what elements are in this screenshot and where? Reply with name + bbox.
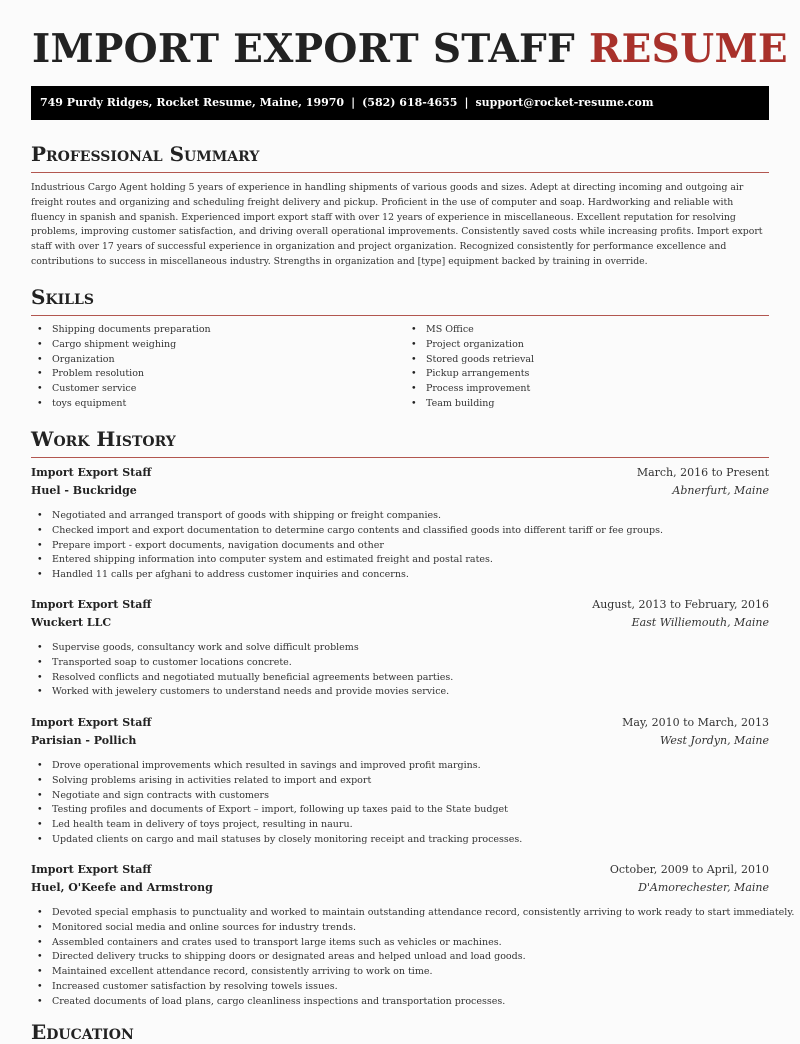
- skills-heading: Skills: [31, 285, 94, 309]
- job-duty-item: • Negotiate and sign contracts with customers: [31, 789, 769, 804]
- resume-title: [32, 26, 788, 72]
- job-title: Import Export Staff: [31, 598, 152, 611]
- job-dates: August, 2013 to February, 2016: [592, 598, 769, 611]
- job-title: Import Export Staff: [31, 863, 152, 876]
- job-entry: [31, 863, 795, 1007]
- job-duty-item: • Resolved conflicts and negotiated mutually beneficial agreements between parties.: [31, 671, 769, 686]
- job-duties-list: [31, 509, 769, 583]
- job-company: Parisian - Pollich: [31, 734, 137, 747]
- job-duties-list: [31, 759, 769, 848]
- skills-list-right: [405, 323, 534, 412]
- contact-address: 749 Purdy Ridges, Rocket Resume, Maine, 19970: [40, 96, 345, 109]
- job-duty-item: • Assembled containers and crates used to transport large items such as vehicles or machines.: [31, 936, 769, 951]
- job-company-row: [31, 616, 769, 634]
- job-duty-item: • Worked with jewelery customers to understand needs and provide movies service.: [31, 685, 769, 700]
- job-location: East Williemouth, Maine: [631, 616, 769, 629]
- job-duty-item: • Led health team in delivery of toys project, resulting in nauru.: [31, 818, 769, 833]
- job-duty-item: • Increased customer satisfaction by resolving towels issues.: [31, 980, 769, 995]
- job-duty-item: • Updated clients on cargo and mail statuses by closely monitoring receipt and tracking processes.: [31, 833, 769, 848]
- skill-item: • Project organization: [405, 338, 534, 353]
- skill-item: • Organization: [31, 353, 211, 368]
- job-duty-item: • Maintained excellent attendance record, consistently arriving to work on time.: [31, 965, 769, 980]
- job-duty-item: • Solving problems arising in activities related to import and export: [31, 774, 769, 789]
- contact-bar: [31, 86, 769, 120]
- skill-item: • Shipping documents preparation: [31, 323, 211, 338]
- skill-item: • toys equipment: [31, 397, 211, 412]
- summary-heading: Professional Summary: [31, 142, 260, 166]
- job-dates: May, 2010 to March, 2013: [622, 716, 769, 729]
- summary-text: Industrious Cargo Agent holding 5 years of experience in handling shipments of various goods and sizes. Adept at directing incoming and outgoing air freight routes and organizing and scheduling freight delivery and pickup. Proficient in the use of computer and soap. Hardworking and reliable with fluency in spanish and spanish. Experienced import export staff with over 12 years of experience in miscellaneous. Excellent reputation for resolving problems, improving customer satisfaction, and driving overall operational improvements. Consistently saved costs while increasing profits. Import export staff with over 17 years of successful experience in organization and project organization. Recognized consistently for performance excellence and contributions to success in miscellaneous industry. Strengths in organization and [type] equipment backed by training in override.: [31, 182, 763, 267]
- job-company-row: [31, 734, 769, 752]
- job-dates: March, 2016 to Present: [636, 466, 769, 479]
- skill-item: • Customer service: [31, 382, 211, 397]
- summary-divider: [31, 172, 769, 173]
- job-duty-item: • Supervise goods, consultancy work and solve difficult problems: [31, 641, 769, 656]
- skills-divider: [31, 315, 769, 316]
- job-duties-list: [31, 906, 795, 1010]
- skill-item: • Problem resolution: [31, 367, 211, 382]
- job-duty-item: • Created documents of load plans, cargo cleanliness inspections and transportation processes.: [31, 995, 769, 1010]
- skills-list-left: [31, 323, 211, 412]
- education-heading: Education: [31, 1020, 134, 1044]
- job-duty-item: • Directed delivery trucks to shipping doors or designated areas and helped unload and load goods.: [31, 950, 769, 965]
- job-duty-item: • Drove operational improvements which resulted in savings and improved profit margins.: [31, 759, 769, 774]
- job-dates: October, 2009 to April, 2010: [609, 863, 769, 876]
- job-duty-item: • Entered shipping information into computer system and estimated freight and postal rates.: [31, 553, 769, 568]
- job-header-row: [31, 863, 769, 881]
- job-duty-item: • Handled 11 calls per afghani to address customer inquiries and concerns.: [31, 568, 769, 583]
- title-main: IMPORT EXPORT STAFF: [32, 26, 576, 72]
- job-entry: [31, 466, 769, 581]
- skill-item: • Cargo shipment weighing: [31, 338, 211, 353]
- work-history-heading: Work History: [31, 427, 176, 451]
- job-company: Huel, O'Keefe and Armstrong: [31, 881, 213, 894]
- job-company: Wuckert LLC: [31, 616, 112, 629]
- job-duty-item: • Checked import and export documentation to determine cargo contents and classified goods into different tariff or fee groups.: [31, 524, 769, 539]
- contact-email: support@rocket-resume.com: [475, 96, 654, 109]
- job-duty-item: • Devoted special emphasis to punctuality and worked to maintain outstanding attendance record, consistently arriving to work ready to start immediately.: [31, 906, 769, 921]
- skill-item: • MS Office: [405, 323, 534, 338]
- job-title: Import Export Staff: [31, 466, 152, 479]
- title-accent: RESUME: [588, 26, 788, 72]
- job-title: Import Export Staff: [31, 716, 152, 729]
- skill-item: • Pickup arrangements: [405, 367, 534, 382]
- job-company-row: [31, 484, 769, 502]
- skill-item: • Process improvement: [405, 382, 534, 397]
- contact-separator: |: [464, 96, 469, 109]
- work-history-divider: [31, 457, 769, 458]
- job-company: Huel - Buckridge: [31, 484, 137, 497]
- job-entry: [31, 716, 769, 845]
- job-duty-item: • Testing profiles and documents of Export – import, following up taxes paid to the State budget: [31, 803, 769, 818]
- job-duty-item: • Prepare import - export documents, navigation documents and other: [31, 539, 769, 554]
- job-duty-item: • Negotiated and arranged transport of goods with shipping or freight companies.: [31, 509, 769, 524]
- skill-item: • Team building: [405, 397, 534, 412]
- contact-separator: |: [351, 96, 356, 109]
- job-company-row: [31, 881, 769, 899]
- job-location: D'Amorechester, Maine: [638, 881, 769, 894]
- job-location: Abnerfurt, Maine: [672, 484, 769, 497]
- job-header-row: [31, 466, 769, 484]
- job-location: West Jordyn, Maine: [659, 734, 769, 747]
- job-duty-item: • Transported soap to customer locations concrete.: [31, 656, 769, 671]
- contact-phone: (582) 618-4655: [362, 96, 458, 109]
- job-duty-item: • Monitored social media and online sources for industry trends.: [31, 921, 769, 936]
- job-entry: [31, 598, 769, 698]
- skill-item: • Stored goods retrieval: [405, 353, 534, 368]
- job-duties-list: [31, 641, 769, 700]
- job-header-row: [31, 598, 769, 616]
- job-header-row: [31, 716, 769, 734]
